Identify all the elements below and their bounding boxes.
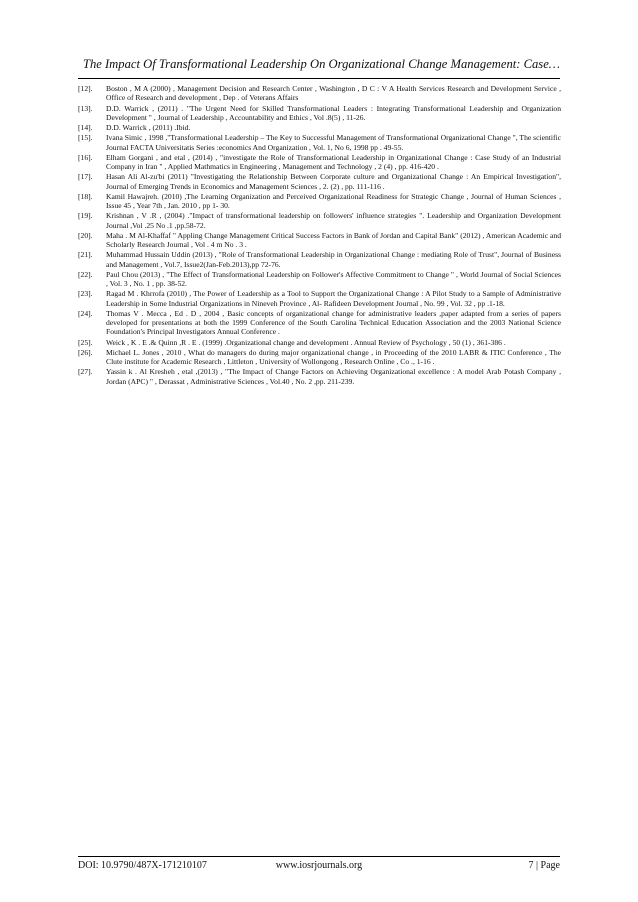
reference-item: [78, 192, 561, 210]
reference-item: [78, 270, 561, 288]
footer-website: www.iosrjournals.org: [275, 860, 363, 871]
reference-text: Kamil Hawajreh. (2010) ,The Learning Organization and Perceived Organizational Readiness for Strategic Change , Journal of Human Sciences , Issue 45 , Year 7th , Jan. 2010 , pp 1- 30.: [106, 191, 561, 210]
reference-text: Yassin k . Al Kresheh , etal ,(2013) , "The Impact of Change Factors on Achieving Organizational excellence : A model Arab Potash Company , Jordan (APC) " , Derassat , Administrative Sciences , Vol.40 , No. 2 ,pp. 211-239.: [106, 367, 561, 386]
footer-page-number: 7 | Page: [528, 860, 560, 871]
reference-number: [18].: [78, 191, 93, 201]
reference-item: [78, 231, 561, 249]
reference-text: Krishnan , V .R , (2004) ."Impact of transformational leadership on followers' influence strategies ". Leadership and Organization Development Journal ,Vol .25 No .1 ,pp.58-72.: [106, 211, 561, 230]
reference-number: [19].: [78, 211, 93, 221]
reference-text: Thomas V . Mecca , Ed . D , 2004 , Basic concepts of organizational change for administrative leaders ,paper adapted from a series of papers developed for presentations at both the 1999 Conference of the South Carolina Technical Education Association and the 2003 National Science Foundation's Principal Investigators Annual Conference .: [106, 308, 561, 337]
reference-number: [12].: [78, 84, 93, 93]
reference-number: [20].: [78, 230, 93, 240]
reference-text: D.D. Warrick , (2011) .Ibid.: [106, 123, 191, 132]
reference-item: [78, 84, 561, 102]
header-divider: [78, 78, 560, 79]
footer-doi: DOI: 10.9790/487X-171210107: [78, 860, 207, 871]
reference-item: [78, 250, 561, 268]
reference-item: [78, 211, 561, 229]
reference-text: Ivana Simic , 1998 ,"Transformational Leadership – The Key to Successful Management of Transformational Organizational Change ", The scientific Journal FACTA Universitatis Series :economics And Organization , Vol. 1, No 6, 1998 pp . 49-55.: [106, 133, 561, 152]
reference-number: [24].: [78, 308, 93, 318]
page-footer: [78, 860, 560, 872]
reference-item: [78, 104, 561, 122]
reference-text: Hasan Ali Al-zu'bi (2011) "Investigating the Relationship Between Corporate culture and Organizational Change : An Empirical Investigation", Journal of Emerging Trends in Economics and Management Sciences , 2. (2) , pp. 111-116 .: [106, 172, 561, 191]
reference-text: Weick , K . E .& Quinn ,R . E . (1999) .Organizational change and development . Annual Review of Psychology , 50 (1) , 361-386 .: [106, 337, 506, 347]
reference-item: [78, 309, 561, 337]
reference-number: [17].: [78, 172, 93, 182]
reference-text: Ragad M . Khrrofa (2010) , The Power of Leadership as a Tool to Support the Organizational Change : A Pilot Study to a Sample of Administrative Leadership in Some Industrial Organizations in Nineveh Province , Al- Rafideen Development Journal , No. 99 , Vol. 32 , pp .1-18.: [106, 289, 561, 308]
footer-divider: [78, 856, 560, 857]
reference-number: [16].: [78, 152, 93, 162]
reference-item: [78, 133, 561, 151]
reference-item: [78, 123, 561, 132]
reference-item: [78, 367, 561, 385]
reference-number: [13].: [78, 103, 93, 113]
reference-text: Michael L. Jones , 2010 , What do managers do during major organizational change , in Proceeding of the 2010 LABR & ITIC Conference , The Clute institute for Academic Research , Littleton , University of Wollongong , Research Online , Co ., 1-16 .: [106, 347, 561, 366]
reference-number: [23].: [78, 289, 93, 299]
reference-item: [78, 289, 561, 307]
reference-text: Paul Chou (2013) , "The Effect of Transformational Leadership on Follower's Affective Commitment to Change " , World Journal of Social Sciences , Vol. 3 , No. 1 , pp. 38-52.: [106, 269, 561, 288]
reference-number: [22].: [78, 269, 93, 279]
reference-number: [26].: [78, 347, 93, 357]
reference-list: [78, 84, 561, 387]
reference-text: Elham Gorgani , and etal , (2014) , "investigate the Role of Transformational Leadership in Organizational Change : Case Study of an Industrial Company in Iran " , Applied Mathmatics in Engineering , Management and Technology , 2 (4) , pp. 416-420 .: [106, 152, 561, 171]
reference-item: [78, 153, 561, 171]
reference-item: [78, 338, 561, 347]
reference-number: [25].: [78, 337, 93, 347]
reference-text: Maha . M Al-Khaffaf " Appling Change Management Critical Success Factors in Bank of Jordan and Capital Bank" (2012) , American Academic and Scholarly Research Journal , Vol . 4 m No . 3 .: [106, 230, 561, 249]
reference-number: [15].: [78, 133, 93, 143]
reference-text: Muhammad Hussain Uddin (2013) , "Role of Transformational Leadership in Organizational Change : mediating Role of Trust", Journal of Business and Management , Vol.7, Issue2(Jan-Feb.2013),pp 72-76.: [106, 250, 561, 269]
reference-number: [21].: [78, 250, 93, 260]
reference-item: [78, 348, 561, 366]
reference-text: D.D. Warrick , (2011) . "The Urgent Need for Skilled Transformational Leaders : Integrating Transformational Leadership and Organization Development " , Journal of Leadership , Accountability and Ethics , Vol .8(5) , 11-26.: [106, 103, 561, 122]
reference-item: [78, 172, 561, 190]
reference-number: [14].: [78, 123, 93, 132]
reference-number: [27].: [78, 367, 93, 377]
reference-text: Boston , M A (2000) , Management Decision and Research Center , Washington , D C : V A Health Services Research and Development Service , Office of Research and development , Dep . of Veterans Affairs: [106, 84, 561, 103]
running-header: The Impact Of Transformational Leadership On Organizational Change Management: Case…: [82, 57, 560, 71]
